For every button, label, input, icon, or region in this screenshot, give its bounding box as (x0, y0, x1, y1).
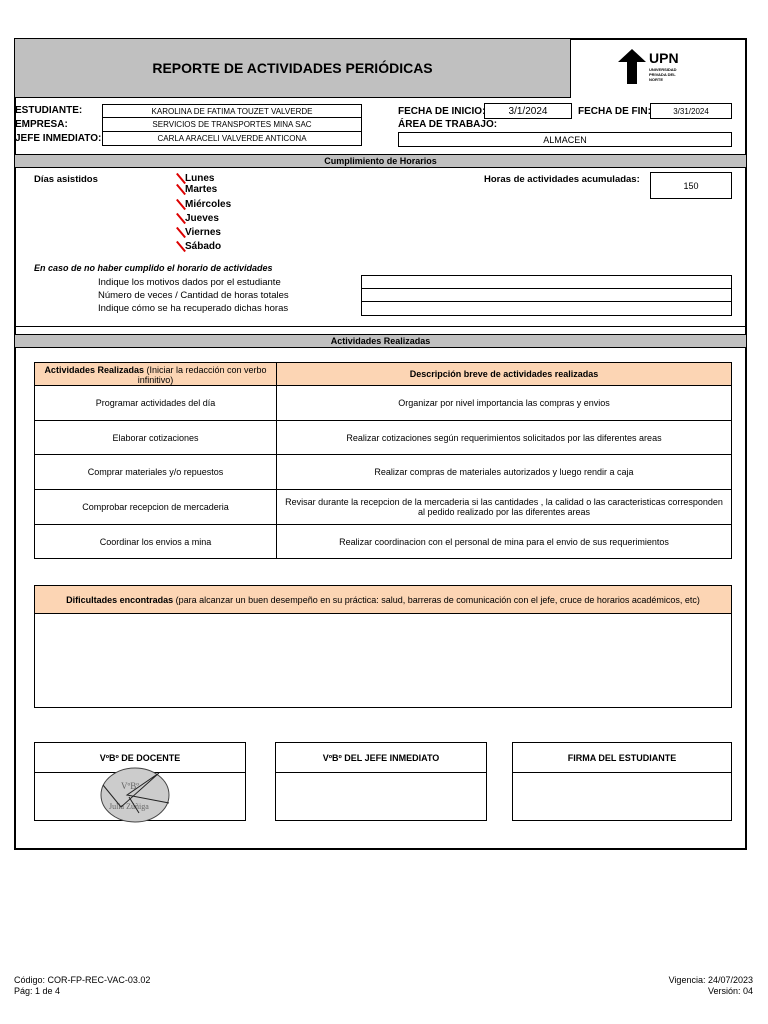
jefe-field[interactable]: CARLA ARACELI VALVERDE ANTICONA (102, 131, 362, 146)
day-label: Lunes (185, 173, 215, 184)
recuperado-label: Indique cómo se ha recuperado dichas horas (98, 303, 289, 314)
logo-subtext: UNIVERSIDAD PRIVADA DEL NORTE (649, 67, 677, 82)
activity-cell[interactable]: Programar actividades del día (34, 385, 277, 421)
activity-description-cell[interactable]: Realizar cotizaciones según requerimientos solicitados por las diferentes areas (276, 420, 732, 455)
actividades-section-header: Actividades Realizadas (15, 334, 746, 348)
title-bar (15, 39, 571, 98)
day-label: Miércoles (185, 199, 232, 210)
day-label: Viernes (185, 227, 221, 238)
col1-rest: (Iniciar la redacción con verbo infinitivo) (137, 365, 267, 385)
docente-signature-box[interactable] (34, 772, 246, 821)
checkbox-lunes[interactable] (176, 173, 214, 184)
checkbox-sabado[interactable] (176, 241, 221, 252)
check-icon (176, 200, 185, 209)
day-label: Sábado (185, 241, 222, 252)
activity-description-cell[interactable]: Realizar compras de materiales autorizados y luego rendir a caja (276, 454, 732, 490)
estudiante-signature-header: FIRMA DEL ESTUDIANTE (512, 742, 732, 773)
jefe-signature-box[interactable] (275, 772, 487, 821)
horas-field[interactable]: 150 (650, 172, 732, 199)
divider (15, 326, 746, 327)
veces-field[interactable] (361, 288, 732, 302)
horas-label: Horas de actividades acumuladas: (484, 174, 640, 185)
dificultades-header (34, 585, 732, 614)
recuperado-field[interactable] (361, 301, 732, 316)
logo-text: UPN (649, 50, 679, 66)
activity-description-cell[interactable]: Realizar coordinacion con el personal de mina para el envio de sus requerimientos (276, 524, 732, 559)
col-actividades-header (34, 362, 277, 386)
day-label: Martes (185, 184, 218, 195)
activity-cell[interactable]: Comprar materiales y/o repuestos (34, 454, 277, 490)
activity-cell[interactable]: Comprobar recepcion de mercaderia (34, 489, 277, 525)
jefe-signature-header: VºBº DEL JEFE INMEDIATO (275, 742, 487, 773)
fecha-fin-field[interactable]: 3/31/2024 (650, 103, 732, 119)
estudiante-field[interactable]: KAROLINA DE FATIMA TOUZET VALVERDE (102, 104, 362, 118)
svg-text:VºBº: VºBº (121, 781, 140, 791)
empresa-label: EMPRESA: (15, 119, 68, 130)
area-field[interactable]: ALMACEN (398, 132, 732, 147)
fecha-inicio-field[interactable]: 3/1/2024 (484, 103, 572, 119)
checkbox-miercoles[interactable] (176, 199, 231, 210)
col1-bold: Actividades Realizadas (44, 365, 144, 375)
upn-arrow-icon (615, 48, 649, 84)
incumplimiento-title: En caso de no haber cumplido el horario de actividades (34, 263, 273, 273)
col-descripcion-header: Descripción breve de actividades realizadas (276, 362, 732, 386)
day-label: Jueves (185, 213, 219, 224)
veces-label: Número de veces / Cantidad de horas totales (98, 290, 289, 301)
check-icon (176, 174, 185, 183)
check-icon (176, 242, 185, 251)
dificultades-bold: Dificultades encontradas (66, 594, 174, 605)
estudiante-signature-box[interactable] (512, 772, 732, 821)
signature-stamp-icon (99, 767, 171, 823)
activity-description-cell[interactable]: Organizar por nivel importancia las compras y envios (276, 385, 732, 421)
area-label: ÁREA DE TRABAJO: (398, 119, 498, 130)
check-icon (176, 214, 185, 223)
activity-cell[interactable]: Coordinar los envios a mina (34, 524, 277, 559)
check-icon (176, 228, 185, 237)
fecha-fin-label: FECHA DE FIN: (578, 106, 651, 117)
jefe-label: JEFE INMEDIATO: (15, 133, 102, 144)
cumplimiento-section-header: Cumplimiento de Horarios (15, 154, 746, 168)
motivos-field[interactable] (361, 275, 732, 289)
page-title: REPORTE DE ACTIVIDADES PERIÓDICAS (152, 60, 433, 76)
svg-text:Julia Zúñiga: Julia Zúñiga (109, 802, 149, 811)
footer-vigencia: Vigencia: 24/07/2023 (668, 975, 753, 985)
dificultades-rest: (para alcanzar un buen desempeño en su práctica: salud, barreras de comunicación con el jefe, cruce de horarios académicos, etc) (173, 594, 700, 605)
footer-pagina: Pág: 1 de 4 (14, 986, 61, 996)
upn-logo (615, 48, 695, 88)
footer-version: Versión: 04 (707, 986, 753, 996)
activity-cell[interactable]: Elaborar cotizaciones (34, 420, 277, 455)
fecha-inicio-label: FECHA DE INICIO: (398, 106, 486, 117)
dias-label: Días asistidos (34, 174, 98, 185)
checkbox-viernes[interactable] (176, 227, 221, 238)
check-icon (176, 185, 185, 194)
motivos-label: Indique los motivos dados por el estudiante (98, 277, 281, 288)
docente-signature-header: VºBº DE DOCENTE (34, 742, 246, 773)
estudiante-label: ESTUDIANTE: (15, 105, 83, 116)
footer-codigo: Código: COR-FP-REC-VAC-03.02 (14, 975, 151, 985)
empresa-field[interactable]: SERVICIOS DE TRANSPORTES MINA SAC (102, 117, 362, 132)
dificultades-field[interactable] (34, 613, 732, 708)
checkbox-martes[interactable] (176, 184, 217, 195)
activity-description-cell[interactable]: Revisar durante la recepcion de la mercaderia si las cantidades , la calidad o las caracteristicas corresponden al pedido realizado por las diferentes areas (276, 489, 732, 525)
checkbox-jueves[interactable] (176, 213, 219, 224)
